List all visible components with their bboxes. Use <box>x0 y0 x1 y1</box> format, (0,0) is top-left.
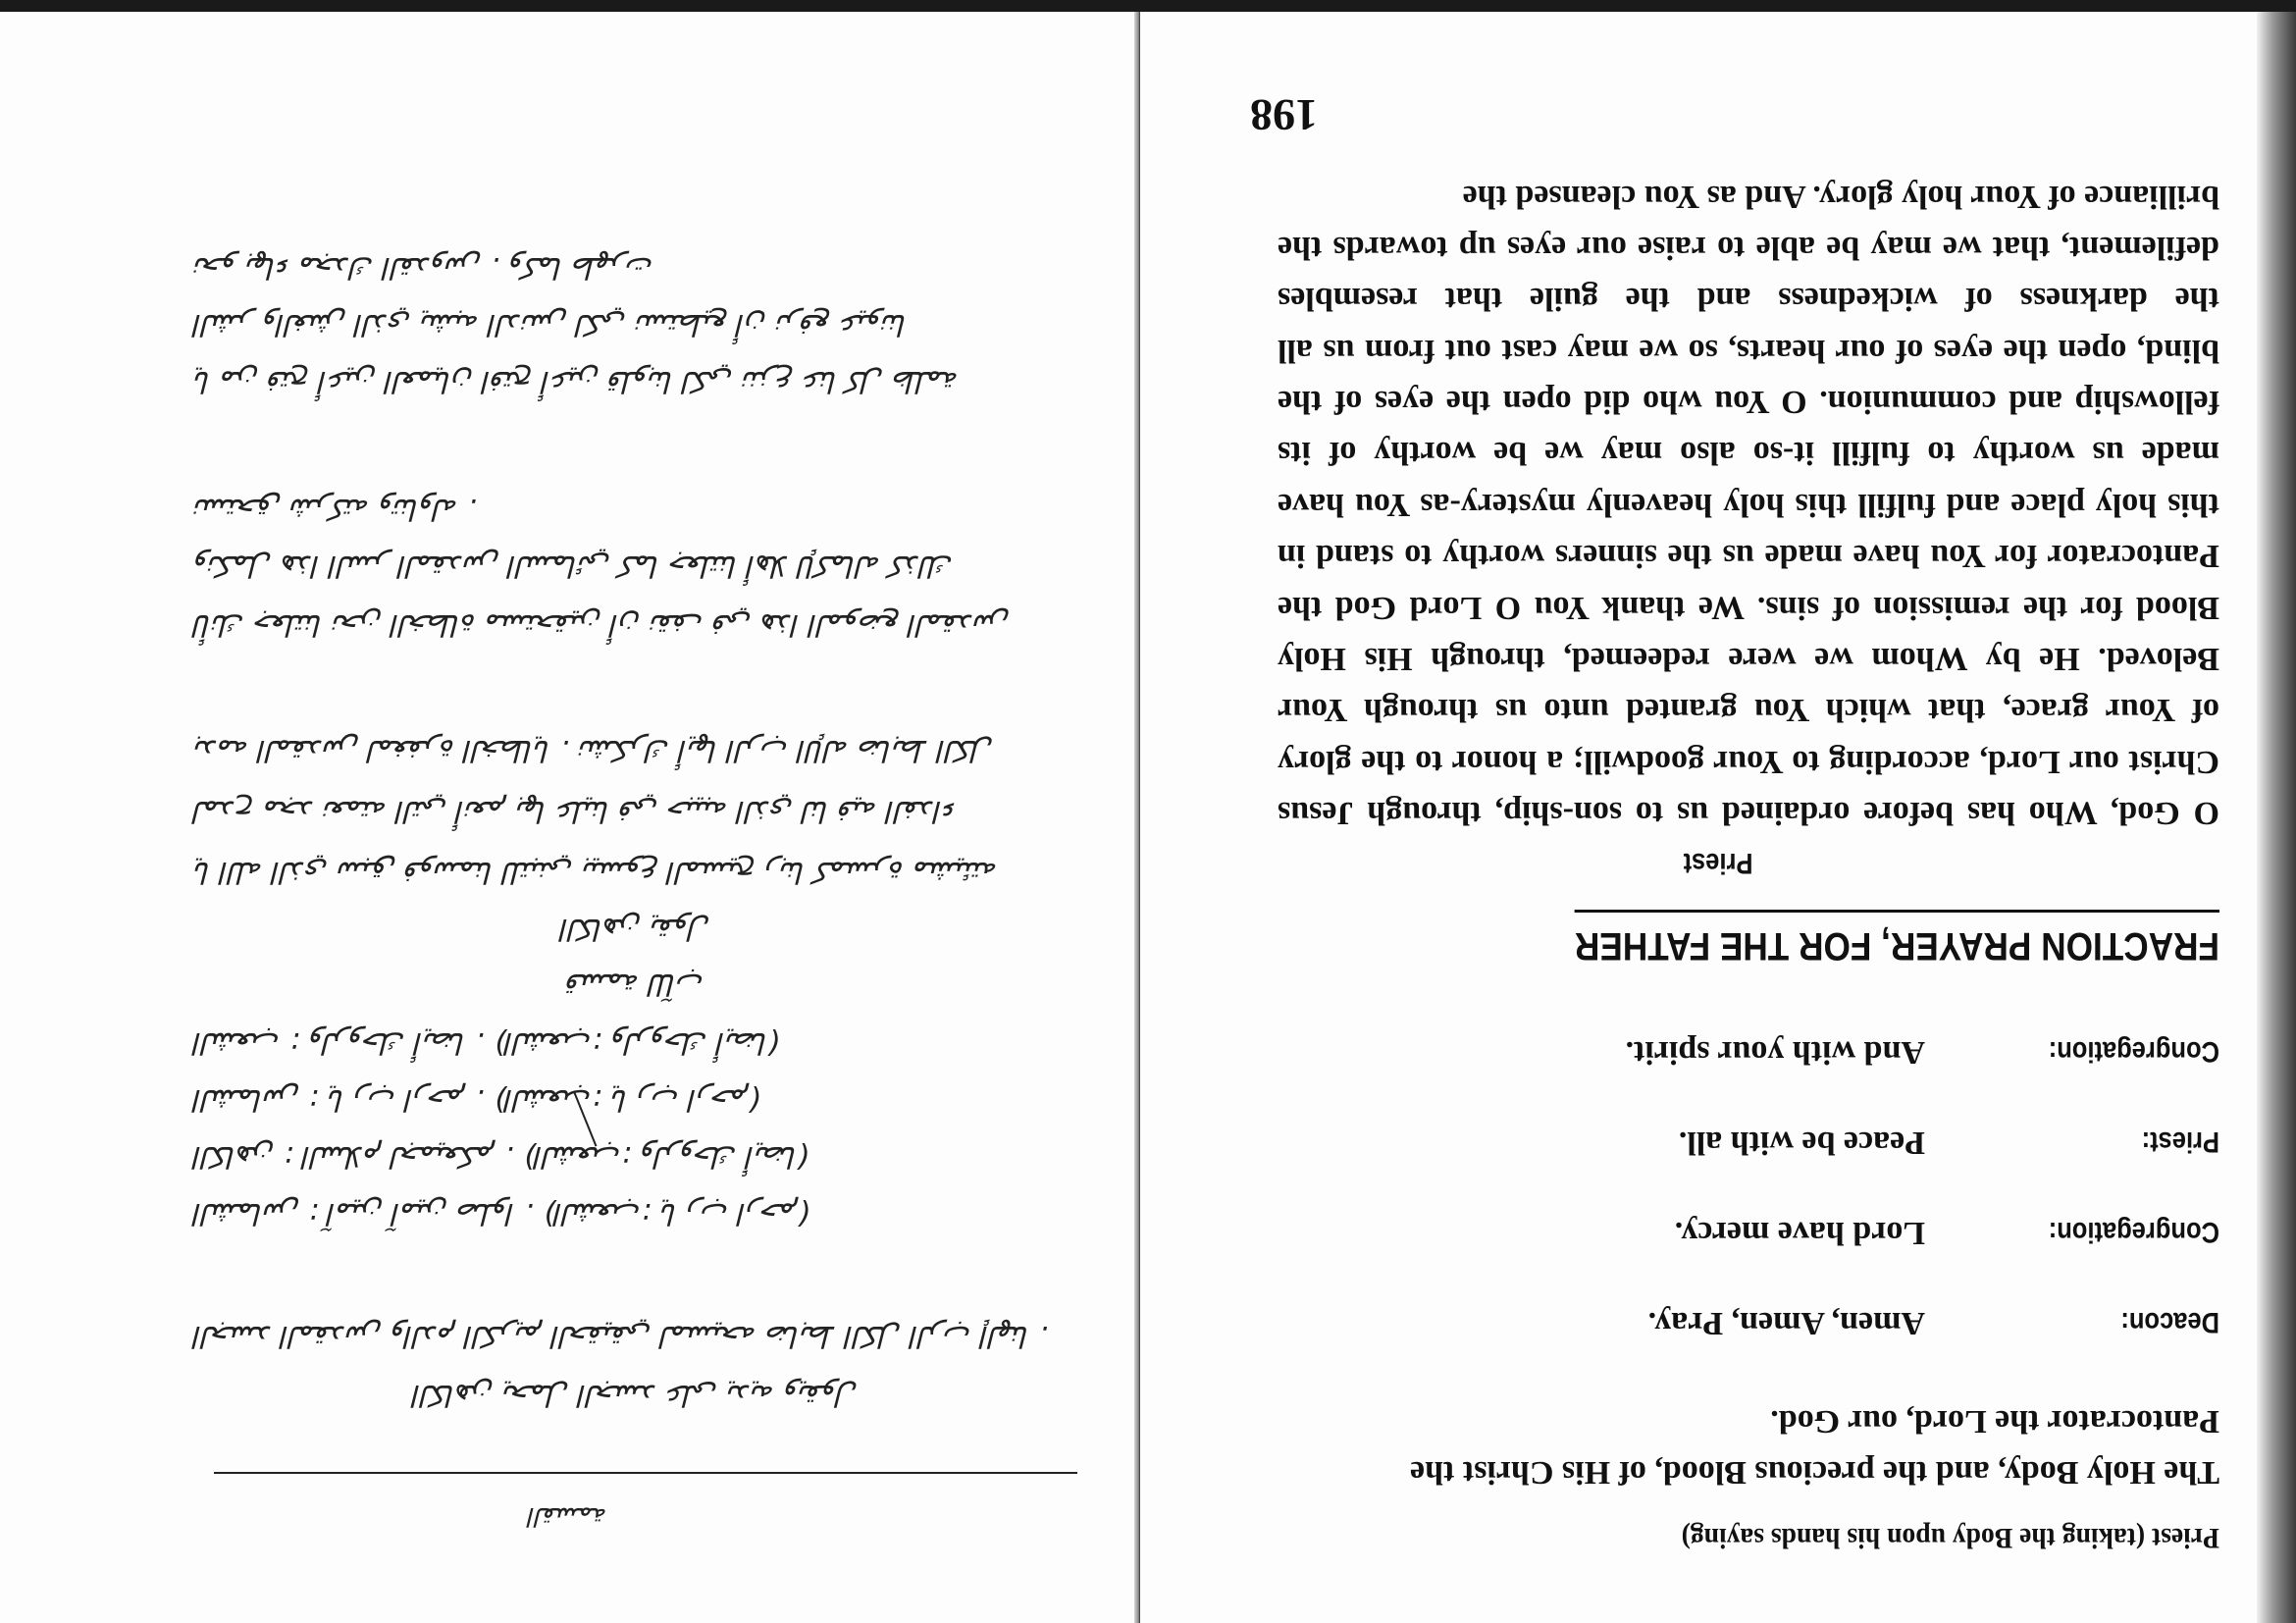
arabic-line: الجسد المقدس والدم الكريم الحقيقي لمسيحه ضابط الكل الرب إلهنا . <box>194 1319 1049 1353</box>
arabic-line: الشماس : آمين آمين صلوا . (الشعب: يا رب ارحم) <box>194 1196 810 1230</box>
arabic-line: لمدح مجد نعمته التي أنعم بها علينا في حبيبه الذي لنا فيه الفداء <box>194 794 958 828</box>
scan-edge-right <box>2257 12 2296 1623</box>
role-label: Deacon: <box>2120 1306 2219 1338</box>
role-label: Congregation: <box>2048 1035 2219 1068</box>
fraction-prayer-text: O God, Who has before ordained us to son-ship, through Jesus Christ our Lord, according to Your goodwill; a honor to the glory of Your grace, that which You granted unto us through Your Beloved. He by Whom we were redeemed, through His Holy Blood for the remission of sins. We thank You O Lord God the Pantocrator for You have made us the sinners worthy to stand in this holy place and fulfill this holy heavenly mystery-as You have made us worthy to fulfill it-so also may we be worthy of its fellowship and communion. O You who did open the eyes of the blind, open the eyes of our hearts, so we may cast out from us all the darkness of wickedness and the guile that resembles defilement, that we may be able to raise our eyes up towards the brilliance of Your holy glory. And as You cleansed the <box>1278 178 2219 831</box>
response-text: And with your spirit. <box>1625 1034 1925 1071</box>
paragraph-holy-body: The Holy Body, and the precious Blood, of His Christ the Pantocrator the Lord, our God. <box>1410 1402 2219 1491</box>
arabic-line: الشماس : يا رب ارحم . (الشعب: يا رب ارحم) <box>194 1082 761 1117</box>
footer-rule <box>214 1472 1077 1474</box>
arabic-line: لأنك جعلتنا نحن الخطاة مستحقين أن نقف في هذا الموضع المقدس <box>194 607 1010 642</box>
dialogue-row <box>1258 1297 2219 1348</box>
arabic-line: الكاهن يقول <box>560 912 711 946</box>
english-page <box>1140 12 2296 1623</box>
arabic-line: الكاهن يحمل الجسد على يديه ويقول <box>413 1378 859 1412</box>
arabic-line: ونكمل هذا السر المقدس السمائي كما جعلتنا أهلا لإكماله كذلك <box>194 549 955 583</box>
english-page-content <box>1140 12 2296 1623</box>
arabic-page <box>0 12 1136 1623</box>
arabic-line: الشر والغش الذي يشبه الدنس لكي نستطيع أن نرفع عيوننا <box>194 307 909 341</box>
arabic-line: الشعب : ولروحك أيضا . (الشعب: ولروحك أيضا) <box>194 1025 780 1060</box>
arabic-line: الكاهن : السلام لجميعكم . (الشعب: ولروحك أيضا) <box>194 1139 809 1174</box>
arabic-line: قسمة للآب <box>566 967 705 1001</box>
arabic-line: نحو بهاء مجدك القدوس . وكما طهرت <box>194 250 654 285</box>
dialogue-row <box>1258 1026 2219 1077</box>
dialogue-row <box>1258 1117 2219 1168</box>
page-number: 198 <box>1250 90 1318 140</box>
role-label: Priest: <box>2141 1126 2219 1158</box>
arabic-line: يا الله الذي سبق فوسمنا للتبني بيسوع المسيح ربنا كمسرة مشيئته <box>194 855 999 889</box>
response-text: Lord have mercy. <box>1674 1215 1925 1251</box>
arabic-line: نستحق شركته وتناوله . <box>194 492 478 526</box>
role-label: Congregation: <box>2048 1216 2219 1248</box>
response-text: Amen, Amen, Pray. <box>1647 1305 1925 1341</box>
rubric-caption: Priest (taking the Body upon his hands saying) <box>1681 1522 2219 1554</box>
dialogue-row <box>1258 1207 2219 1258</box>
response-text: Peace be with all. <box>1678 1125 1925 1161</box>
section-heading: FRACTION PRAYER, FOR THE FATHER <box>1575 910 2219 975</box>
arabic-footer-label: القسمة <box>528 1501 608 1531</box>
arabic-line: يا من فتح أعين العميان افتح أعين قلوبنا لكي ننزع عنا كل ظلمة <box>194 364 960 398</box>
arabic-page-content <box>0 12 1136 1623</box>
scan-edge <box>0 0 2296 12</box>
section-subheading: Priest <box>1683 847 1753 879</box>
arabic-line: بدمه المقدس لمغفرة الخطايا . نشكرك أيها الرب الإله ضابط الكل <box>194 733 994 767</box>
